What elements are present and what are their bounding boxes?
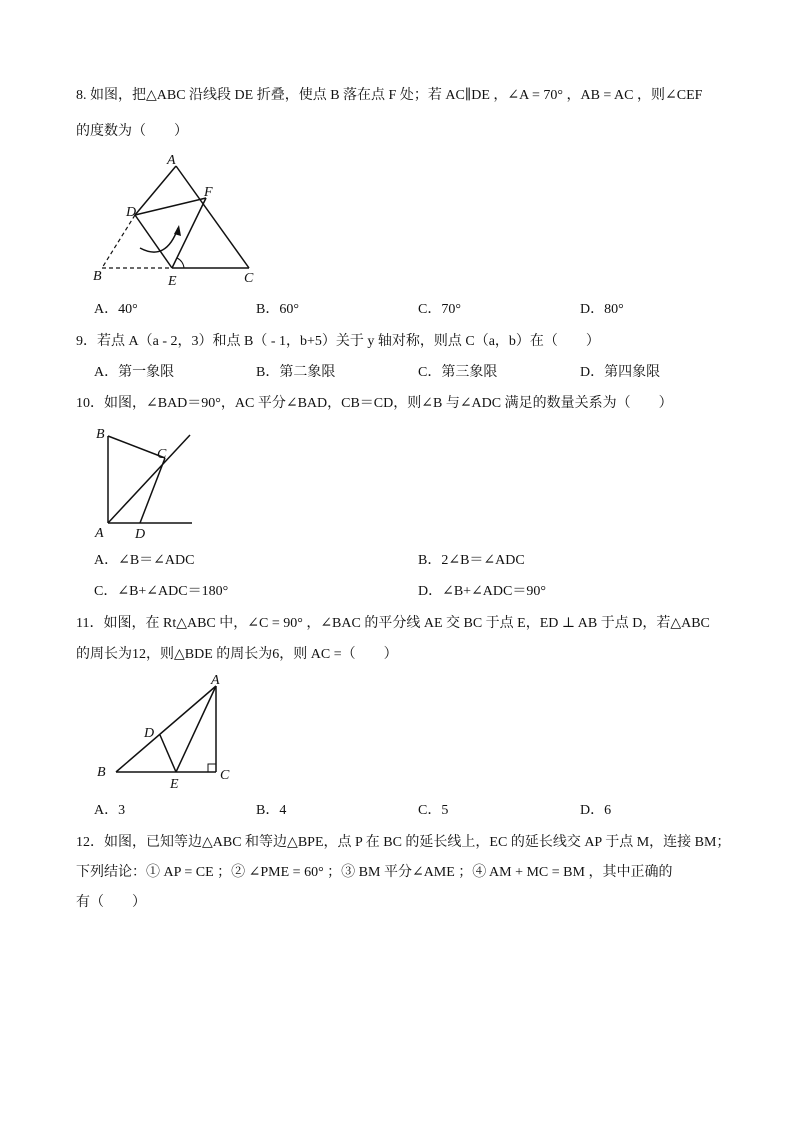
q9-option-a[interactable]: A．第一象限: [94, 365, 175, 380]
q10-option-b[interactable]: B．2∠B＝∠ADC: [418, 553, 525, 568]
q8-label-E: E: [168, 274, 177, 287]
q8-label-F: F: [204, 185, 213, 200]
q8-stem-line2: 的度数为（ ）: [76, 124, 188, 139]
q11-label-B: B: [97, 765, 106, 780]
q8-option-b[interactable]: B．60°: [256, 302, 299, 317]
q11-figure: [94, 672, 244, 790]
q8-label-B: B: [93, 269, 102, 284]
q11-option-d[interactable]: D．6: [580, 803, 612, 818]
q8-figure: [88, 152, 288, 287]
q8-stem-line1: 8. 如图，把△ABC 沿线段 DE 折叠，使点 B 落在点 F 处；若 AC∥DE ，∠A = 70° ，AB = AC ，则∠CEF: [76, 88, 703, 103]
q10-label-C: C: [157, 447, 167, 462]
q10-stem-line1: 10．如图，∠BAD＝90°，AC 平分∠BAD，CB＝CD，则∠B 与∠ADC 满足的数量关系为（ ）: [76, 396, 673, 411]
q10-label-B: B: [96, 427, 105, 442]
q11-stem-line2: 的周长为12，则△BDE 的周长为6，则 AC =（ ）: [76, 647, 398, 662]
q10-figure: [90, 422, 210, 542]
q11-option-c[interactable]: C．5: [418, 803, 449, 818]
q10-option-d[interactable]: D．∠B+∠ADC＝90°: [418, 584, 546, 599]
q9-option-c[interactable]: C．第三象限: [418, 365, 498, 380]
q11-label-E: E: [170, 777, 179, 790]
q9-option-d[interactable]: D．第四象限: [580, 365, 661, 380]
q8-label-C: C: [244, 271, 254, 286]
q8-option-d[interactable]: D．80°: [580, 302, 624, 317]
q11-label-A: A: [211, 673, 220, 688]
q11-option-a[interactable]: A．3: [94, 803, 126, 818]
q8-option-c[interactable]: C．70°: [418, 302, 461, 317]
q9-stem-line1: 9．若点 A（a - 2，3）和点 B（ - 1，b+5）关于 y 轴对称，则点 C（a，b）在（ ）: [76, 334, 600, 349]
q11-label-C: C: [220, 768, 230, 783]
q8-label-D: D: [126, 205, 137, 220]
q10-option-c[interactable]: C．∠B+∠ADC＝180°: [94, 584, 229, 599]
q12-stem-line3: 有（ ）: [76, 895, 146, 910]
q8-option-a[interactable]: A．40°: [94, 302, 138, 317]
q12-stem-line2: 下列结论：① AP = CE ；② ∠PME = 60° ；③ BM 平分∠AME ；④ AM + MC = BM ，其中正确的: [76, 865, 673, 880]
q12-stem-line1: 12．如图，已知等边△ABC 和等边△BPE，点 P 在 BC 的延长线上，EC 的延长线交 AP 于点 M，连接 BM；: [76, 835, 731, 850]
q10-option-a[interactable]: A．∠B＝∠ADC: [94, 553, 195, 568]
q9-option-b[interactable]: B．第二象限: [256, 365, 336, 380]
q10-label-D: D: [135, 527, 146, 542]
q8-label-A: A: [167, 153, 176, 168]
q11-option-b[interactable]: B．4: [256, 803, 287, 818]
q10-label-A: A: [95, 526, 104, 541]
q11-stem-line1: 11．如图，在 Rt△ABC 中，∠C = 90° ，∠BAC 的平分线 AE 交 BC 于点 E，ED ⊥ AB 于点 D，若△ABC: [76, 616, 710, 631]
q11-label-D: D: [144, 726, 155, 741]
